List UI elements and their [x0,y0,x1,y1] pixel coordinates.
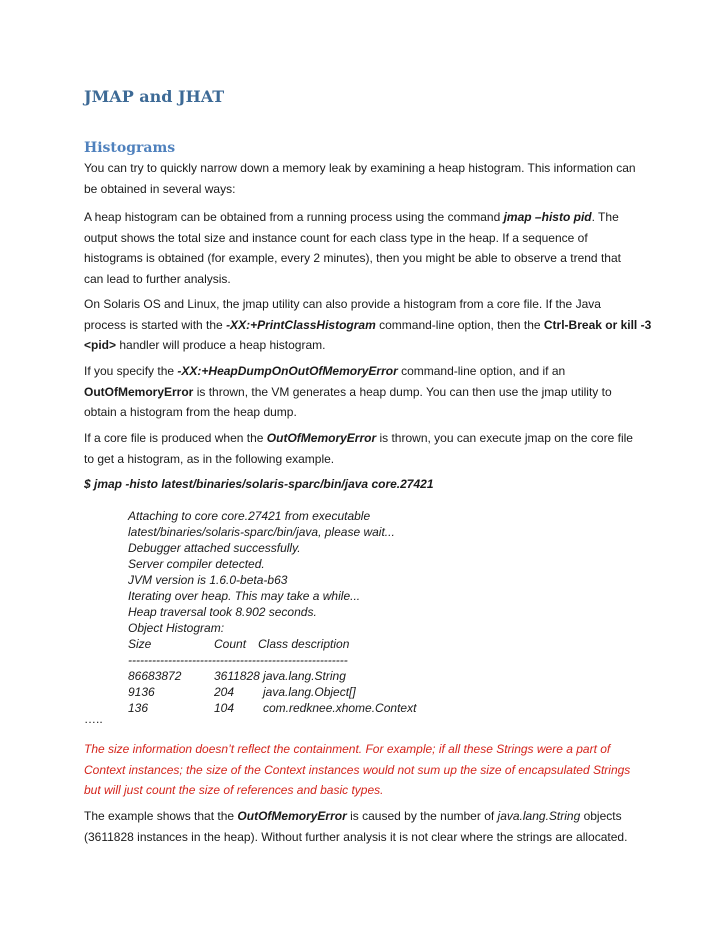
text-run: process is started with the [84,317,227,332]
output-line: Heap traversal took 8.902 seconds. [128,605,317,619]
text-run: command-line option, and if an [397,364,566,378]
histogram-row [128,700,417,716]
text-line: Context instances; the size of the Context instances would not sum up the size of encapsulated Strings [84,762,631,777]
output-line: Iterating over heap. This may take a while... [128,589,361,603]
option-inline: -XX:+HeapDumpOnOutOfMemoryError [177,364,398,378]
text-run: If you specify the [84,364,178,378]
histogram-header [128,636,395,652]
text-line [84,382,644,403]
text-run: command-line option, then the [375,317,544,332]
error-inline: OutOfMemoryError [237,809,347,823]
text-line [84,207,644,228]
text-line: histograms is obtained (for example, every 2 minutes), then you might be able to observe a trend that [84,251,621,265]
error-inline: OutOfMemoryError [84,384,194,399]
output-line: latest/binaries/solaris-sparc/bin/java, please wait... [128,525,395,539]
output-line: Debugger attached successfully. [128,541,301,555]
text-line: output shows the total size and instance count for each class type in the heap. If a sequence of [84,230,588,245]
containment-note [84,739,644,801]
text-run: The example shows that the [84,809,238,823]
row-count: 204 [214,685,235,699]
text-line: On Solaris OS and Linux, the jmap utility can also provide a histogram from a core file. If the Java [84,297,601,311]
text-line: be obtained in several ways: [84,181,236,196]
paragraph-core-file [84,294,652,356]
row-description: com.redknee.xhome.Context [263,701,417,715]
pid-inline: <pid> [84,338,117,352]
row-size: 136 [128,701,149,715]
command-line [84,474,644,495]
header-size: Size [128,637,152,651]
text-line: The size information doesn’t reflect the containment. For example; if all these Strings were a part of [84,742,611,756]
signal-inline: Ctrl-Break or kill -3 [543,317,652,332]
text-run: is thrown, you can execute jmap on the core file [376,431,633,445]
output-ellipsis: ….. [84,712,103,726]
text-line: to get a histogram, as in the following example. [84,451,335,466]
text-line: You can try to quickly narrow down a memory leak by examining a heap histogram. This information can [84,161,636,175]
histogram-row [128,668,395,684]
command-output [128,508,417,716]
text-line [84,315,652,336]
paragraph-example-intro [84,428,644,469]
paragraph-heap-dump [84,361,644,423]
row-count: 104 [214,701,235,715]
command-text: $ jmap -histo latest/binaries/solaris-sparc/bin/java core.27421 [84,477,434,491]
command-inline: jmap –histo pid [503,210,592,224]
output-line: Attaching to core core.27421 from executable [128,509,371,523]
page-title: JMAP and JHAT [84,87,225,106]
row-size: 86683872 [128,669,182,683]
section-heading: Histograms [84,140,176,156]
row-size: 9136 [128,685,155,699]
histogram-row [128,684,395,700]
text-run: is thrown, the VM generates a heap dump. You can then use the jmap utility to [193,384,612,399]
header-description: Class description [258,637,350,651]
output-line: Object Histogram: [128,621,225,635]
text-line: obtain a histogram from the heap dump. [84,405,297,419]
text-run: If a core file is produced when the [84,431,267,445]
option-inline: -XX:+PrintClassHistogram [226,317,376,332]
class-inline: java.lang.String [497,809,581,823]
text-line: but will just count the size of references and basic types. [84,783,384,797]
row-count: 3611828 java.lang.String [214,669,346,683]
text-run: is caused by the number of [346,809,498,823]
output-line: Server compiler detected. [128,557,265,571]
row-description: java.lang.Object[] [263,685,356,699]
text-line [84,428,644,449]
text-line: (3611828 instances in the heap). Without further analysis it is not clear where the strings are allocated. [84,829,628,844]
text-line [84,335,644,356]
paragraph-running-process [84,207,644,289]
text-line: can lead to further analysis. [84,271,231,286]
error-inline: OutOfMemoryError [266,431,377,445]
text-run: objects [580,809,622,823]
text-line [84,806,644,827]
paragraph-conclusion [84,806,644,847]
histogram-separator: ------------------------------------------------------- [128,653,348,667]
header-count: Count [214,637,247,651]
output-line: JVM version is 1.6.0-beta-b63 [128,573,288,587]
text-run: . The [591,210,619,224]
text-line [84,361,644,382]
intro-paragraph [84,158,644,199]
text-run: handler will produce a heap histogram. [116,338,326,352]
text-run: A heap histogram can be obtained from a running process using the command [84,210,504,224]
